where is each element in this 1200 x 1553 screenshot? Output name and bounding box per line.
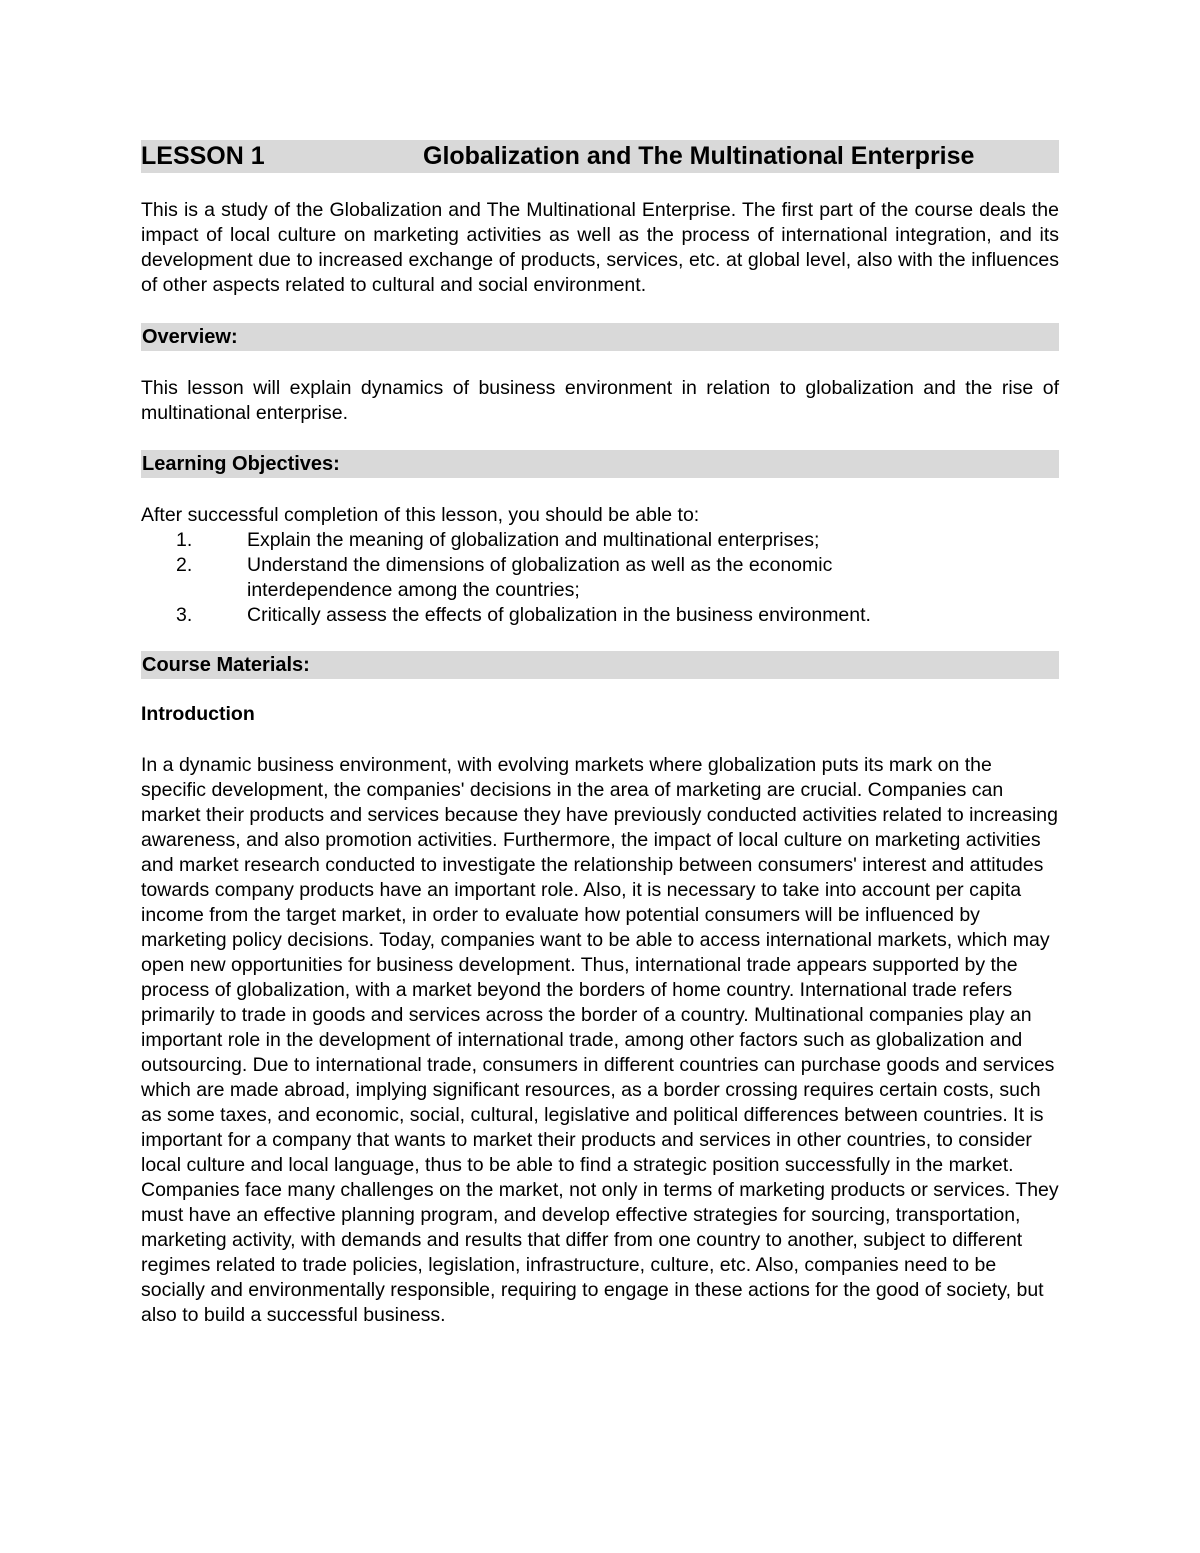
objective-number: 3. xyxy=(176,604,193,626)
overview-heading: Overview: xyxy=(141,323,1059,351)
document-page xyxy=(141,140,1059,1328)
objective-text: Critically assess the effects of globalization in the business environment. xyxy=(247,604,871,626)
objective-text: Explain the meaning of globalization and multinational enterprises; xyxy=(247,529,820,551)
objectives-list xyxy=(141,528,1059,628)
introduction-body: In a dynamic business environment, with evolving markets where globalization puts its mark on the specific development, the companies' decisions in the area of marketing are crucial. Companies can market their products and services because they have previously conducted activities related to increasing awareness, and also promotion activities. Furthermore, the impact of local culture on marketing activities and market research conducted to investigate the relationship between consumers' interest and attitudes towards company products have an important role. Also, it is necessary to take into account per capita income from the target market, in order to evaluate how potential consumers will be influenced by marketing policy decisions. Today, companies want to be able to access international markets, which may open new opportunities for business development. Thus, international trade appears supported by the process of globalization, with a market beyond the borders of home country. International trade refers primarily to trade in goods and services across the border of a country. Multinational companies play an important role in the development of international trade, among other factors such as globalization and outsourcing. Due to international trade, consumers in different countries can purchase goods and services which are made abroad, implying significant resources, as a border crossing requires certain costs, such as some taxes, and economic, social, cultural, legislative and political differences between countries. It is important for a company that wants to market their products and services in other countries, to consider local culture and local language, thus to be able to find a strategic position successfully in the market. Companies face many challenges on the market, not only in terms of marketing products or services. They must have an effective planning program, and develop effective strategies for sourcing, transportation, marketing activity, with demands and results that differ from one country to another, subject to different regimes related to trade policies, legislation, infrastructure, culture, etc. Also, companies need to be socially and environmentally responsible, requiring to engage in these actions for the good of society, but also to build a successful business. xyxy=(141,754,1059,1326)
overview-text: This lesson will explain dynamics of business environment in relation to globalization and the rise of multinational enterprise. xyxy=(141,377,1059,424)
objective-item xyxy=(141,553,1059,603)
course-materials-heading: Course Materials: xyxy=(141,651,1059,679)
lesson-title-bar xyxy=(141,140,1059,173)
objective-item xyxy=(141,528,1059,553)
objective-text: Understand the dimensions of globalization as well as the economic interdependence among the countries; xyxy=(247,554,833,601)
lesson-number: LESSON 1 xyxy=(141,142,265,170)
lesson-title: Globalization and The Multinational Enterprise xyxy=(423,142,975,170)
learning-objectives-heading: Learning Objectives: xyxy=(141,450,1059,478)
objectives-lead: After successful completion of this lesson, you should be able to: xyxy=(141,504,700,526)
intro-paragraph: This is a study of the Globalization and The Multinational Enterprise. The first part of the course deals the impact of local culture on marketing activities as well as the process of international integration, and its development due to increased exchange of products, services, etc. at global level, also with the influences of other aspects related to cultural and social environment. xyxy=(141,199,1059,296)
objective-item xyxy=(141,603,1059,628)
introduction-subheading: Introduction xyxy=(141,703,255,725)
objective-number: 1. xyxy=(176,529,193,551)
objective-number: 2. xyxy=(176,554,193,576)
